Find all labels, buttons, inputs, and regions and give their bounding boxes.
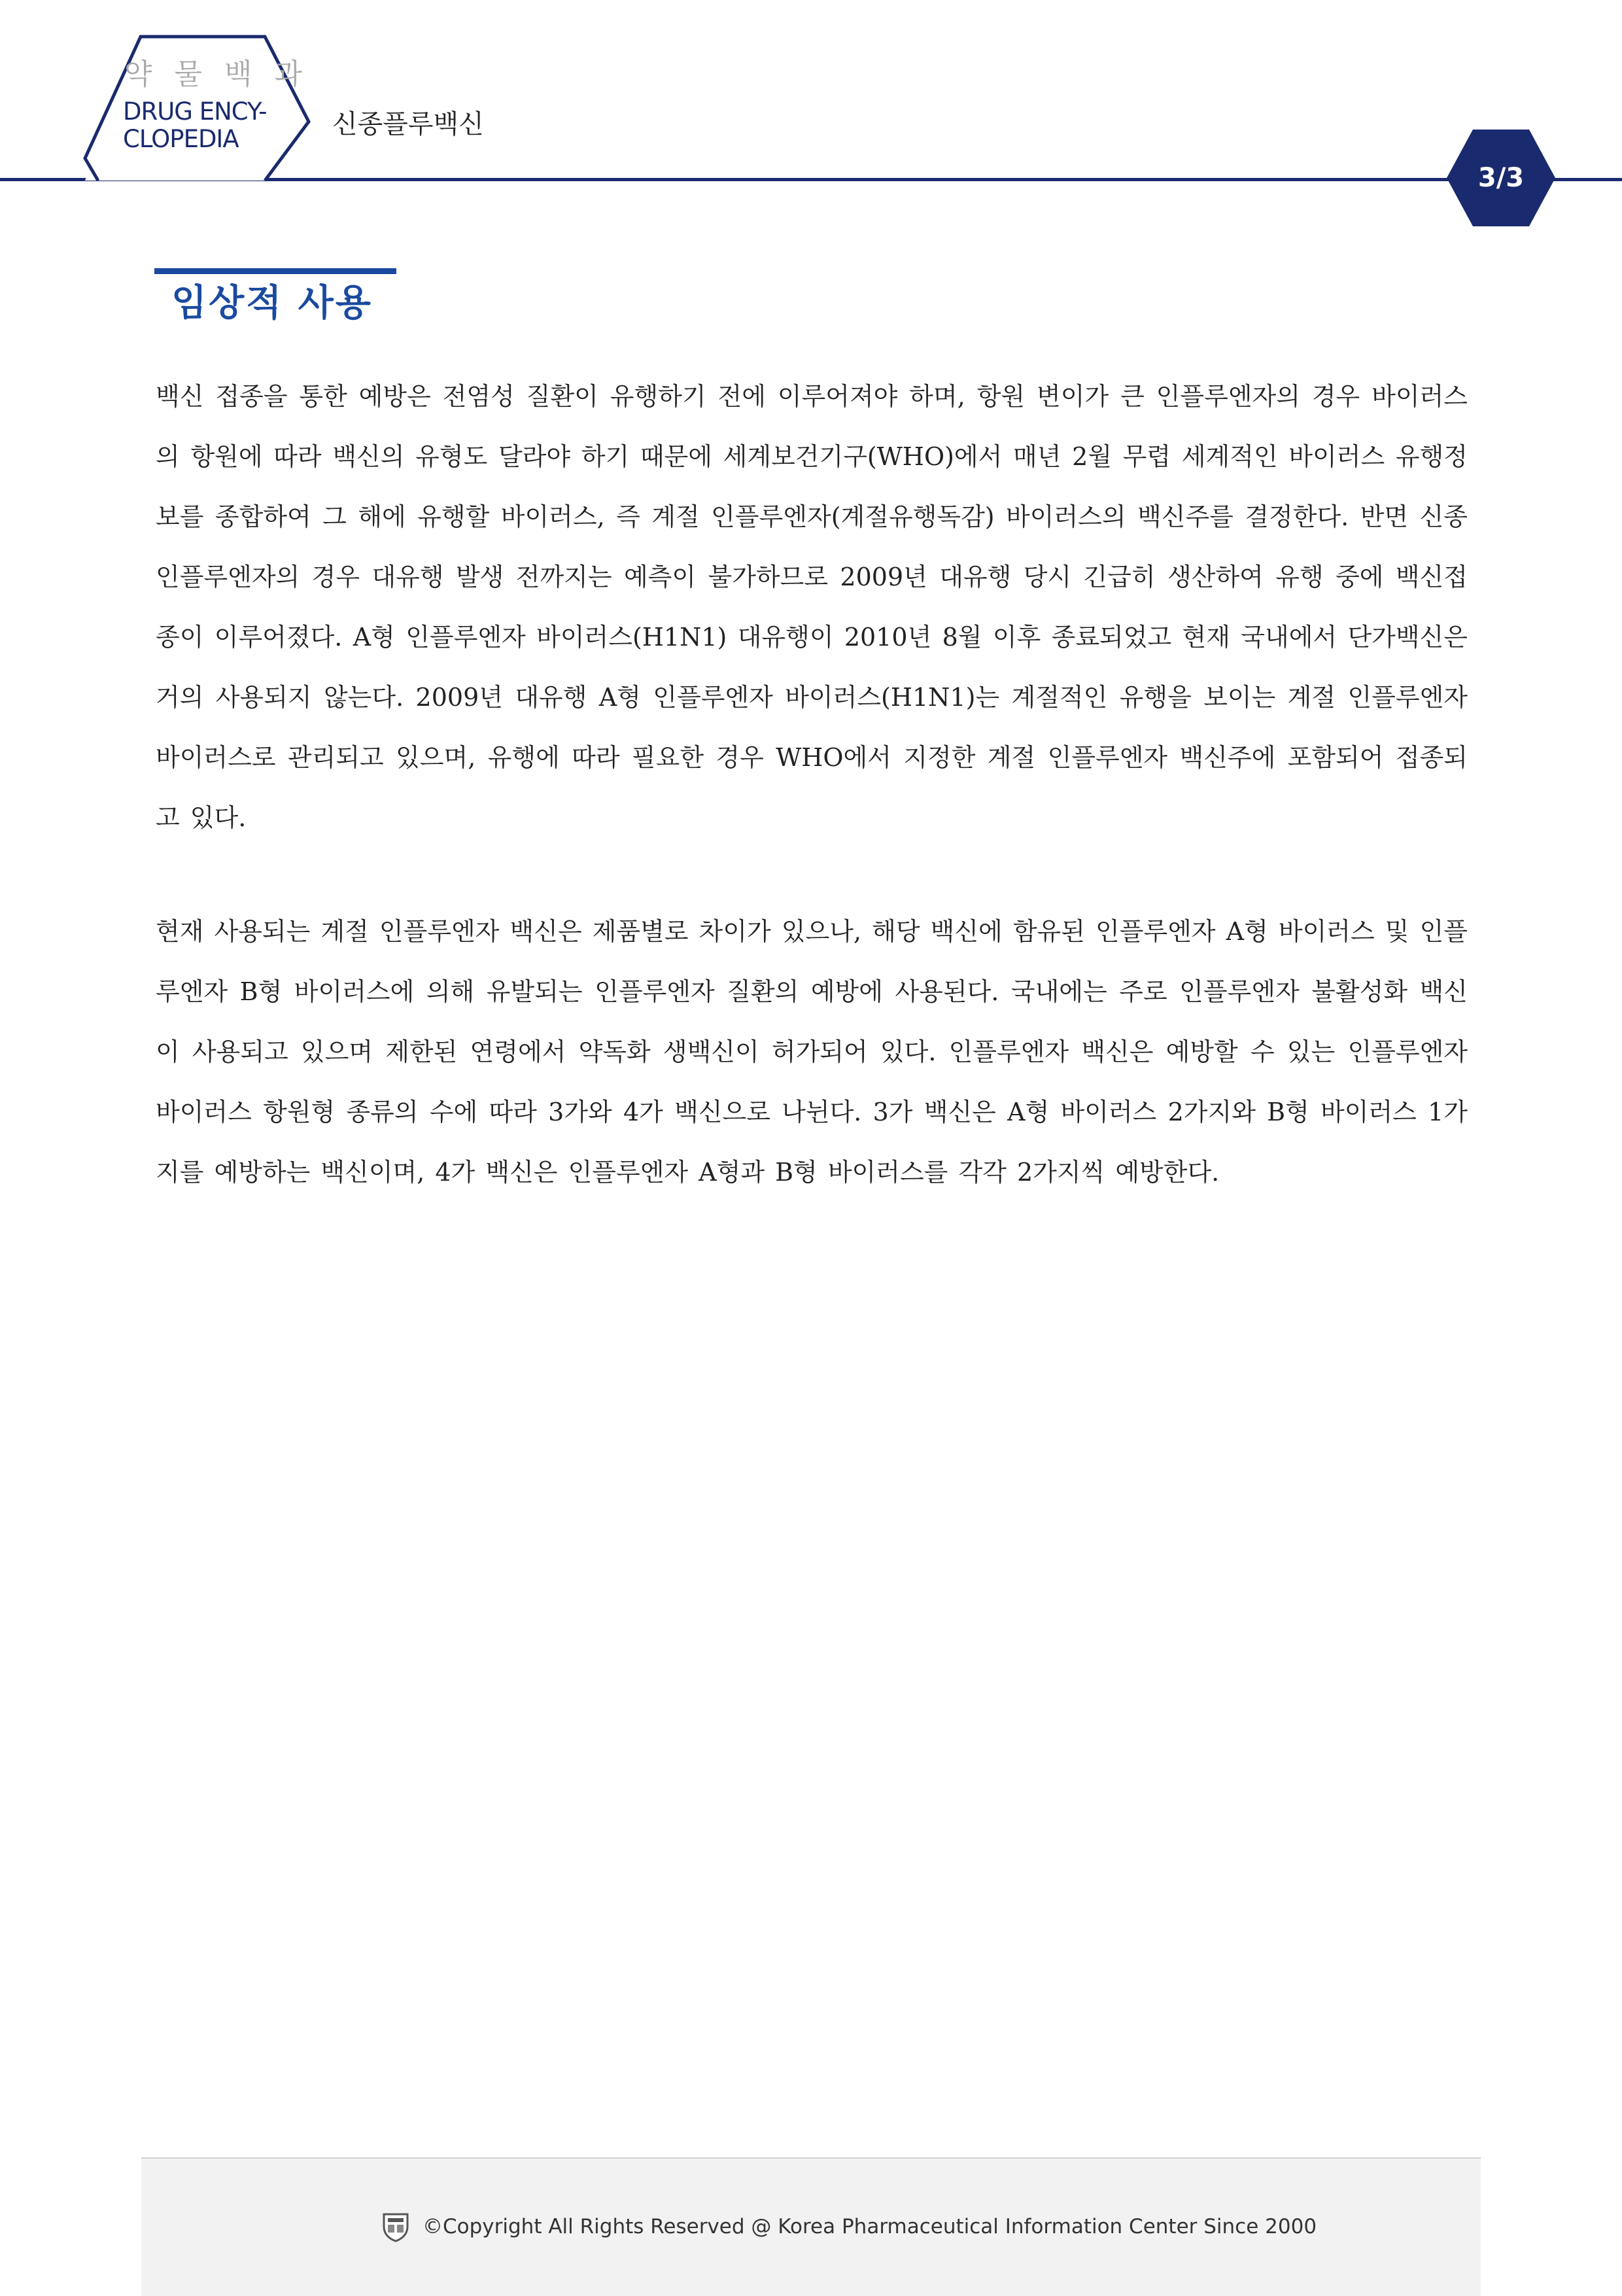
drug-encyclopedia-logo — [0, 0, 340, 196]
logo-english-text — [123, 98, 286, 153]
logo-english-line: DRUG ENCY- CLOPEDIA — [123, 97, 267, 153]
document-title: 신종플루백신 — [332, 109, 484, 139]
logo-korean-text: 약 물 백 과 — [124, 58, 309, 91]
page-indicator: 3/3 — [1477, 163, 1525, 193]
section-heading-bar — [154, 268, 396, 274]
crest-icon — [382, 2212, 409, 2242]
body-paragraph-1: 백신 접종을 통한 예방은 전염성 질환이 유행하기 전에 이루어져야 하며, 항원 변이가 큰 인플루엔자의 경우 바이러스의 항원에 따라 백신의 유형도 달라야 하기 때문에 세계보건기구(WHO)에서 매년 2월 무렵 세계적인 바이러스 유행정보를 종합하여 그 해에 유행할 바이러스, 즉 계절 인플루엔자(계절유행독감) 바이러스의 백신주를 결정한다. 반면 신종 인플루엔자의 경우 대유행 발생 전까지는 예측이 불가하므로 2009년 대유행 당시 긴급히 생산하여 유행 중에 백신접종이 이루어졌다. A형 인플루엔자 바이러스(H1N1) 대유행이 2010년 8월 이후 종료되었고 현재 국내에서 단가백신은 거의 사용되지 않는다. 2009년 대유행 A형 인플루엔자 바이러스(H1N1)는 계절적인 유행을 보이는 계절 인플루엔자 바이러스로 관리되고 있으며, 유행에 따라 필요한 경우 WHO에서 지정한 계절 인플루엔자 백신주에 포함되어 접종되고 있다. — [156, 382, 1468, 832]
section-title: 임상적 사용 — [171, 282, 373, 324]
body-paragraph-2: 현재 사용되는 계절 인플루엔자 백신은 제품별로 차이가 있으나, 해당 백신에 함유된 인플루엔자 A형 바이러스 및 인플루엔자 B형 바이러스에 의해 유발되는 인플루엔자 질환의 예방에 사용된다. 국내에는 주로 인플루엔자 불활성화 백신이 사용되고 있으며 제한된 연령에서 약독화 생백신이 허가되어 있다. 인플루엔자 백신은 예방할 수 있는 인플루엔자 바이러스 항원형 종류의 수에 따라 3가와 4가 백신으로 나뉜다. 3가 백신은 A형 바이러스 2가지와 B형 바이러스 1가지를 예방하는 백신이며, 4가 백신은 인플루엔자 A형과 B형 바이러스를 각각 2가지씩 예방한다. — [156, 917, 1468, 1187]
footer-copyright: ©Copyright All Rights Reserved @ Korea Pharmaceutical Information Center Since 2000 — [423, 2215, 1317, 2238]
